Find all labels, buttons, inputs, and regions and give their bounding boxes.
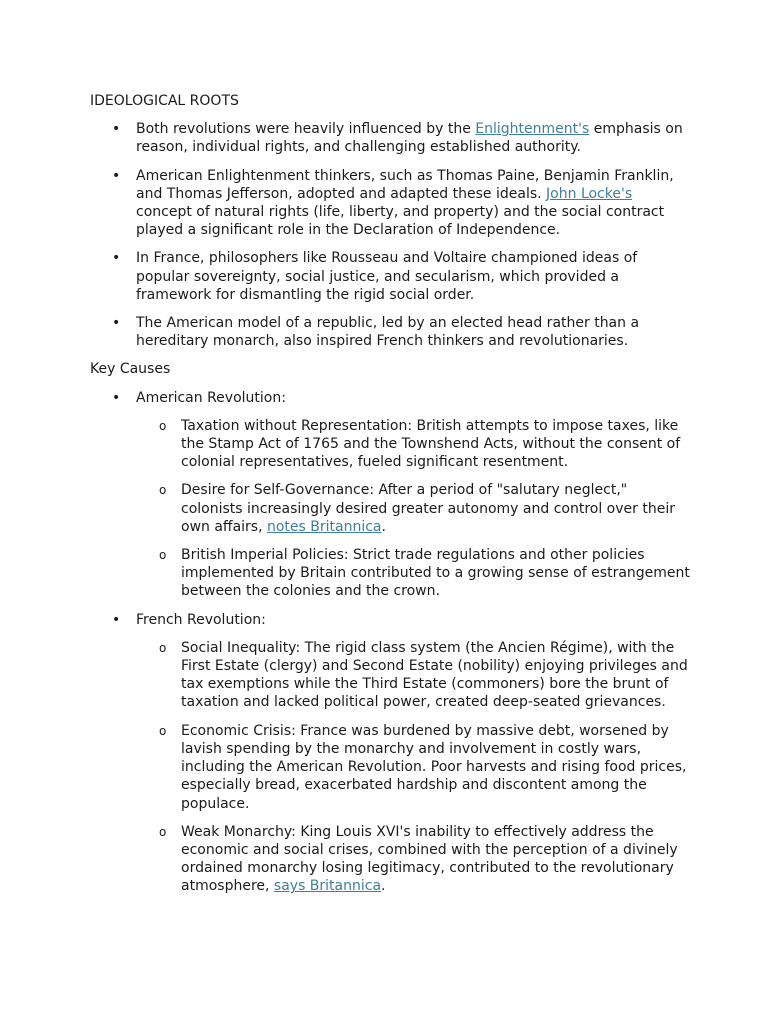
- list-item: [90, 120, 690, 156]
- list-item: [90, 249, 690, 304]
- sub-bullet-marker: o: [159, 548, 167, 563]
- bullet-marker: •: [112, 121, 121, 138]
- item-text: Social Inequality: The rigid class system (the Ancien Régime), with the First Estate (clergy) and Second Estate (nobility) enjoying privileges and tax exemptions while the Third Estate (commoners) bore the brunt of taxation and lacked political power, created deep-seated grievances.: [181, 639, 688, 711]
- document-content: [90, 92, 690, 906]
- bullet-marker: •: [112, 315, 121, 332]
- sub-bullet-marker: o: [159, 824, 167, 839]
- sublist-item: [136, 481, 690, 536]
- item-text: .: [381, 878, 386, 895]
- bullet-marker: •: [112, 389, 121, 406]
- section-heading-key-causes: Key Causes: [90, 361, 171, 378]
- item-text: British Imperial Policies: Strict trade regulations and other policies implemented by Britain contributed to a growing sense of estrangement between the colonies and the crown.: [181, 547, 690, 600]
- john-locke-link[interactable]: John Locke's: [546, 185, 633, 202]
- list-item-american-revolution: [90, 389, 690, 601]
- sublist-item: [136, 823, 690, 896]
- item-text: In France, philosophers like Rousseau and Voltaire championed ideas of popular sovereignty, social justice, and secularism, which provided a framework for dismantling the rigid social order.: [136, 250, 638, 303]
- sub-bullet-marker: o: [159, 418, 167, 433]
- item-label: French Revolution:: [136, 611, 266, 628]
- item-text: Taxation without Representation: British attempts to impose taxes, like the Stamp Act of 1765 and the Townshend Acts, without the consent of colonial representatives, fueled significant resentment.: [181, 417, 681, 471]
- says-britannica-link[interactable]: says Britannica: [273, 878, 382, 895]
- sublist-item: [136, 639, 690, 712]
- sublist-item: [136, 417, 690, 472]
- list-item: [90, 314, 690, 350]
- sub-bullet-marker: o: [159, 640, 167, 655]
- sub-bullet-marker: o: [159, 483, 167, 498]
- enlightenment-link[interactable]: Enlightenment's: [475, 121, 590, 138]
- sub-bullet-marker: o: [159, 723, 167, 738]
- item-text: Desire for Self-Governance: After a period of "salutary neglect," colonists increasingly desired greater autonomy and control over their own affairs,: [181, 482, 675, 535]
- ideological-roots-list: [90, 120, 690, 350]
- sublist-item: [136, 546, 690, 601]
- list-item-french-revolution: [90, 611, 690, 896]
- notes-britannica-link[interactable]: notes Britannica: [266, 518, 382, 535]
- item-text: Weak Monarchy: King Louis XVI's inability to effectively address the economic and social crises, combined with the perception of a divinely ordained monarchy losing legitimacy, contributed to the revolutionary atmosphere,: [181, 823, 678, 895]
- item-text: .: [381, 518, 386, 535]
- sublist-item: [136, 722, 690, 813]
- item-text: The American model of a republic, led by an elected head rather than a hereditary monarch, also inspired French thinkers and revolutionaries.: [136, 315, 640, 350]
- item-text: concept of natural rights (life, liberty, and property) and the social contract played a significant role in the Declaration of Independence.: [136, 204, 665, 239]
- item-text: emphasis on reason, individual rights, and challenging established authority.: [136, 121, 683, 156]
- item-label: American Revolution:: [136, 389, 286, 406]
- bullet-marker: •: [112, 611, 121, 628]
- bullet-marker: •: [112, 250, 121, 267]
- section-heading-ideological-roots: IDEOLOGICAL ROOTS: [90, 93, 239, 109]
- key-causes-list: [90, 389, 690, 896]
- list-item: [90, 167, 690, 240]
- item-text: Economic Crisis: France was burdened by massive debt, worsened by lavish spending by the monarchy and involvement in costly wars, including the American Revolution. Poor harvests and rising food prices, especially bread, exacerbated hardship and discontent among the populace.: [181, 722, 687, 812]
- item-text: American Enlightenment thinkers, such as Thomas Paine, Benjamin Franklin, and Thomas Jefferson, adopted and adapted these ideals.: [136, 167, 674, 202]
- french-causes-sublist: [136, 639, 690, 896]
- american-causes-sublist: [136, 417, 690, 601]
- bullet-marker: •: [112, 167, 121, 184]
- item-text: Both revolutions were heavily influenced by the: [136, 121, 476, 138]
